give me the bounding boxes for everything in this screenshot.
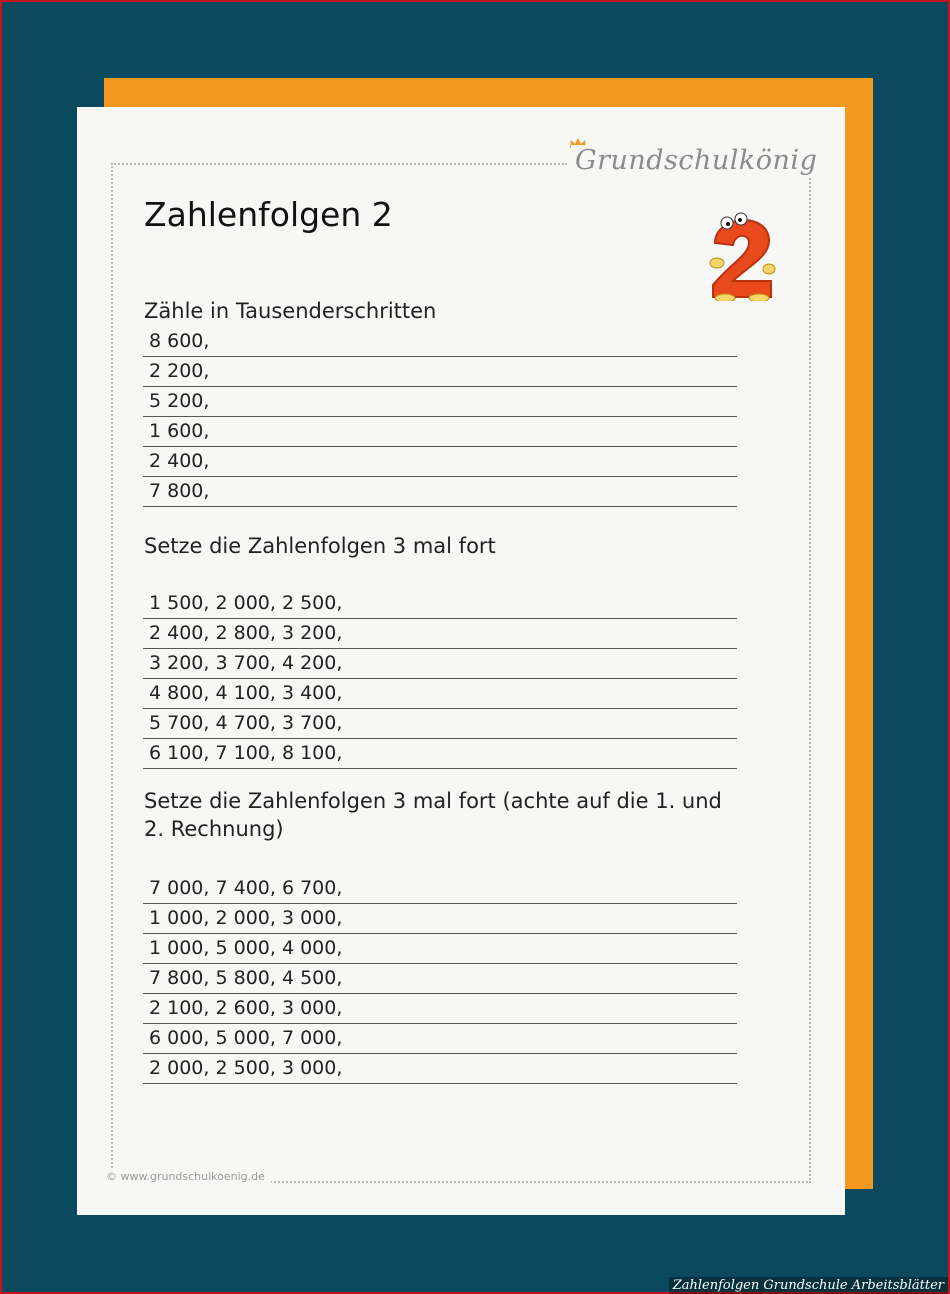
brand-logo: Grundschulkönig	[571, 145, 821, 176]
section-heading-1: Zähle in Tausenderschritten	[144, 299, 437, 323]
image-caption: Zahlenfolgen Grundschule Arbeitsblätter	[669, 1277, 948, 1294]
exercise-row: 2 000, 2 500, 3 000,	[143, 1054, 737, 1084]
worksheet-page	[77, 107, 845, 1215]
exercise-row: 2 400,	[143, 447, 737, 477]
number-two-mascot-icon	[707, 205, 779, 301]
exercise-row: 7 800, 5 800, 4 500,	[143, 964, 737, 994]
exercise-row: 2 100, 2 600, 3 000,	[143, 994, 737, 1024]
dotted-top-line	[111, 163, 567, 165]
exercise-row: 4 800, 4 100, 3 400,	[143, 679, 737, 709]
section-heading-3: Setze die Zahlenfolgen 3 mal fort (achte auf die 1. und 2. Rechnung)	[144, 789, 722, 841]
exercise-row: 5 200,	[143, 387, 737, 417]
exercise-row: 1 600,	[143, 417, 737, 447]
worksheet-title: Zahlenfolgen 2	[144, 195, 393, 234]
exercise-row: 1 500, 2 000, 2 500,	[143, 589, 737, 619]
copyright-footer: © www.grundschulkoenig.de	[106, 1170, 271, 1183]
exercise-row: 6 000, 5 000, 7 000,	[143, 1024, 737, 1054]
exercise-row: 1 000, 2 000, 3 000,	[143, 904, 737, 934]
section-heading-2: Setze die Zahlenfolgen 3 mal fort	[144, 534, 496, 558]
exercise-row: 8 600,	[143, 327, 737, 357]
exercise-row: 7 800,	[143, 477, 737, 507]
exercise-row: 5 700, 4 700, 3 700,	[143, 709, 737, 739]
exercise-row: 1 000, 5 000, 4 000,	[143, 934, 737, 964]
exercise-row: 6 100, 7 100, 8 100,	[143, 739, 737, 769]
exercise-row: 7 000, 7 400, 6 700,	[143, 874, 737, 904]
exercise-row: 2 400, 2 800, 3 200,	[143, 619, 737, 649]
exercise-row: 3 200, 3 700, 4 200,	[143, 649, 737, 679]
exercise-row: 2 200,	[143, 357, 737, 387]
